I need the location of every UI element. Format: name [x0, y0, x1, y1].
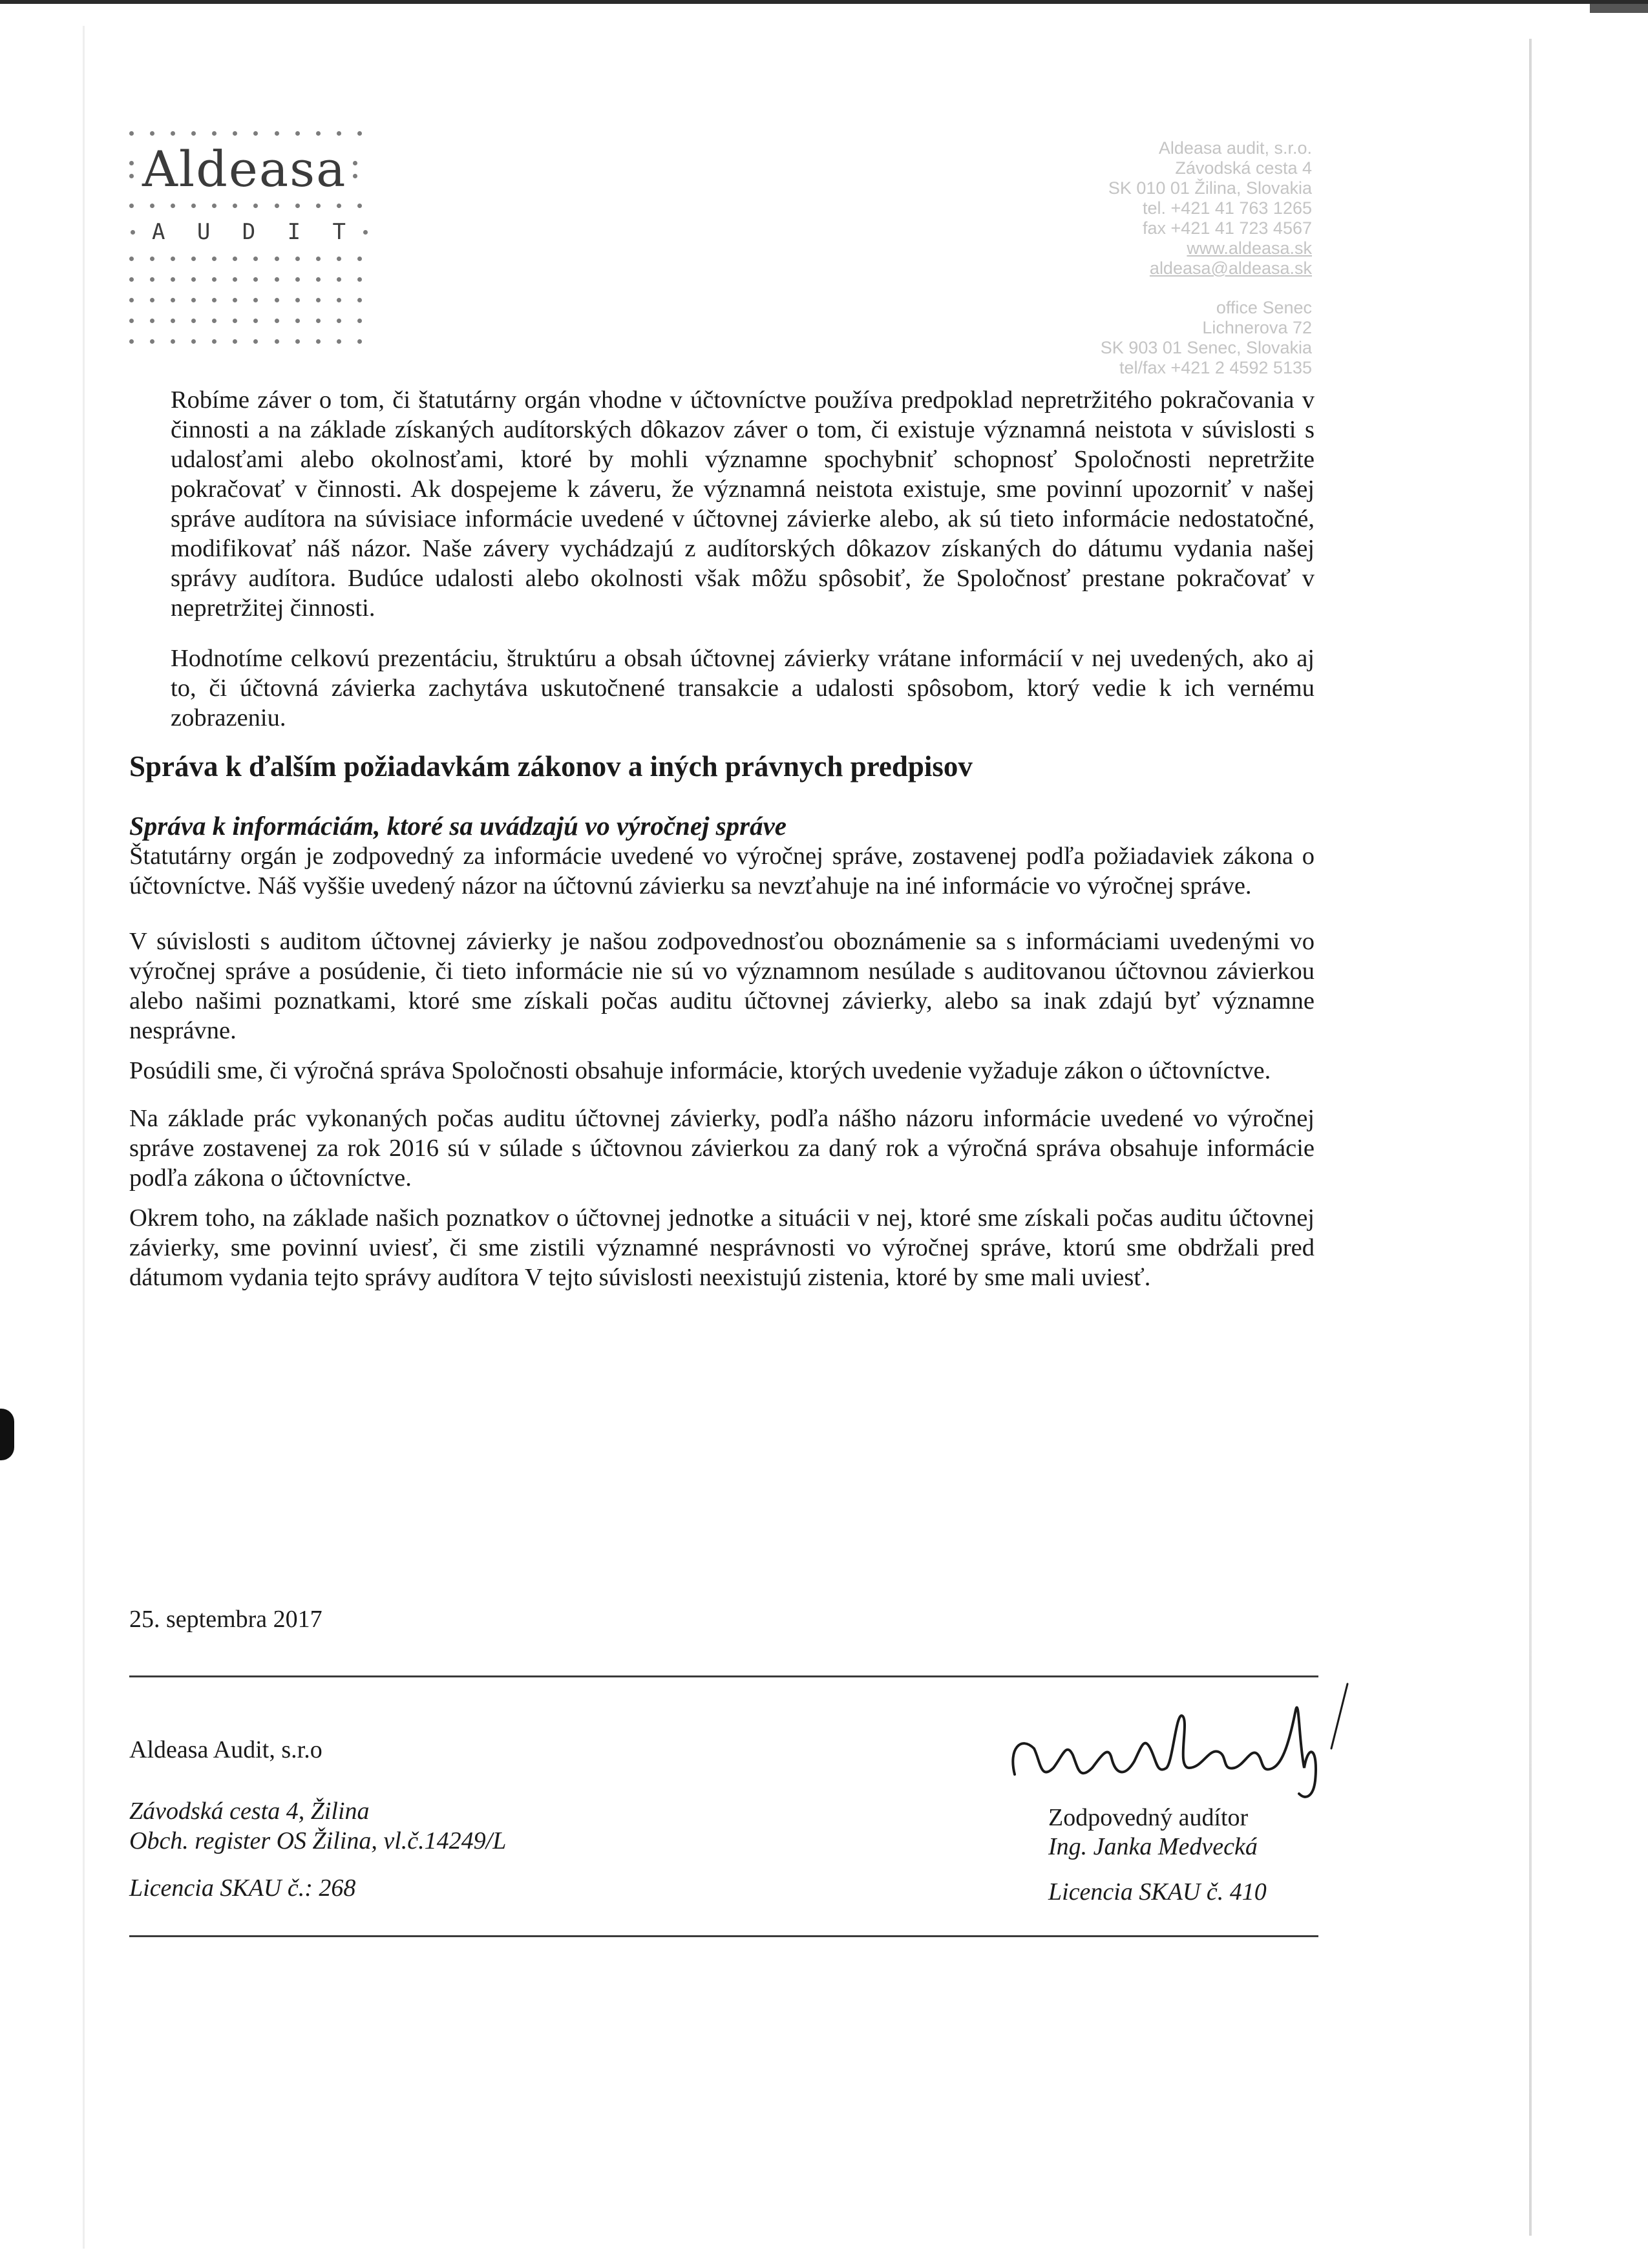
auditor-role: Zodpovedný audítor	[1048, 1804, 1249, 1831]
firm-license: Licencia SKAU č.: 268	[129, 1874, 356, 1902]
section-subheading: Správa k informáciám, ktoré sa uvádzajú vo výročnej správe	[129, 811, 787, 841]
auditor-name: Ing. Janka Medvecká	[1048, 1833, 1258, 1860]
logo-subtitle: A U D I T	[152, 219, 346, 245]
letterhead-line: Aldeasa audit, s.r.o.	[1158, 138, 1312, 158]
section-heading: Správa k ďalším požiadavkám zákonov a iných právnych predpisov	[129, 750, 973, 782]
scan-punch-mark	[0, 1409, 14, 1460]
body-paragraph: Robíme záver o tom, či štatutárny orgán vhodne v účtovníctve používa predpoklad nepretržitého pokračovania v činnosti a na základe získaných audítorských dôkazov záver o tom, či existuje významná neistota v súvislosti s udalosťami alebo okolnosťami, ktoré by mohli významne spochybniť schopnosť Spoločnosti nepretržite pokračovať v činnosti. Ak dospejeme k záveru, že významná neistota existuje, sme povinní upozorniť v našej správe audítora na súvisiace informácie uvedené v účtovnej závierke alebo, ak sú tieto informácie nedostatočné, modifikovať náš názor. Naše závery vychádzajú z audítorských dôkazov získaných do dátumu vydania našej správy audítora. Budúce udalosti alebo okolnosti však môžu spôsobiť, že Spoločnosť prestane pokračovať v nepretržitej činnosti.	[171, 386, 1315, 622]
auditor-license: Licencia SKAU č. 410	[1048, 1878, 1267, 1906]
report-date: 25. septembra 2017	[129, 1606, 322, 1633]
section-paragraph: Na základe prác vykonaných počas auditu účtovnej závierky, podľa nášho názoru informácie uvedené vo výročnej správe zostavenej za rok 2016 sú v súlade s účtovnou závierkou za daný rok a výročná správa obsahuje informácie podľa zákona o účtovníctve.	[129, 1105, 1315, 1192]
letterhead-address	[1101, 138, 1312, 378]
scan-edge-right	[1529, 39, 1532, 2236]
letterhead-line: Závodská cesta 4	[1175, 158, 1312, 178]
letterhead-office-line: office Senec	[1216, 298, 1312, 317]
letterhead-line: fax +421 41 723 4567	[1143, 218, 1312, 238]
letterhead-line: www.aldeasa.sk	[1187, 238, 1312, 258]
letterhead-office-line: Lichnerova 72	[1202, 318, 1312, 337]
section-paragraph: Štatutárny orgán je zodpovedný za informácie uvedené vo výročnej správe, zostavenej podľa požiadaviek zákona o účtovníctve. Náš vyššie uvedený názor na účtovnú závierku sa nevzťahuje na iné informácie vo výročnej správe.	[129, 843, 1315, 899]
section-paragraph: Posúdili sme, či výročná správa Spoločnosti obsahuje informácie, ktorých uvedenie vyžaduje zákon o účtovníctve.	[129, 1057, 1271, 1084]
section-paragraph: Okrem toho, na základe našich poznatkov o účtovnej jednotke a situácii v nej, ktoré sme získali počas auditu účtovnej závierky, sme povinní uviesť, či sme zistili významné nesprávnosti vo výročnej správe, ktorú sme obdržali pred dátumom vydania tejto správy audítora V tejto súvislosti neexistujú zistenia, ktoré by sme mali uviesť.	[129, 1204, 1315, 1291]
company-logo	[129, 123, 368, 352]
divider	[129, 1935, 1318, 1937]
section-paragraph: V súvislosti s auditom účtovnej závierky je našou zodpovednosťou oboznámenie sa s informáciami uvedenými vo výročnej správe a posúdenie, či tieto informácie nie sú vo významnom nesúlade s auditovanou účtovnou závierkou alebo našimi poznatkami, ktoré sme získali počas auditu účtovnej závierky, alebo sa inak zdajú byť významne nesprávne.	[129, 928, 1315, 1044]
letterhead-line: aldeasa@aldeasa.sk	[1149, 258, 1312, 278]
letterhead-office-line: tel/fax +421 2 4592 5135	[1119, 358, 1312, 377]
firm-name: Aldeasa Audit, s.r.o	[129, 1736, 322, 1763]
letterhead-line: SK 010 01 Žilina, Slovakia	[1108, 178, 1312, 198]
scan-border-top	[0, 0, 1648, 4]
body-paragraph: Hodnotíme celkovú prezentáciu, štruktúru a obsah účtovnej závierky vrátane informácií v nej uvedených, ako aj to, či účtovná závierka zachytáva uskutočnené transakcie a udalosti spôsobom, ktorý vedie k ich vernému zobrazeniu.	[171, 645, 1315, 731]
auditor-signature	[995, 1671, 1370, 1813]
firm-register: Obch. register OS Žilina, vl.č.14249/L	[129, 1827, 507, 1854]
letterhead-line: tel. +421 41 763 1265	[1143, 198, 1312, 218]
firm-address: Závodská cesta 4, Žilina	[129, 1798, 370, 1825]
scan-artifact	[1590, 4, 1648, 13]
letterhead-office-line: SK 903 01 Senec, Slovakia	[1100, 338, 1312, 357]
logo-name: Aldeasa	[142, 140, 347, 198]
scan-edge-left	[83, 26, 85, 2249]
firm-details	[129, 1796, 506, 1856]
